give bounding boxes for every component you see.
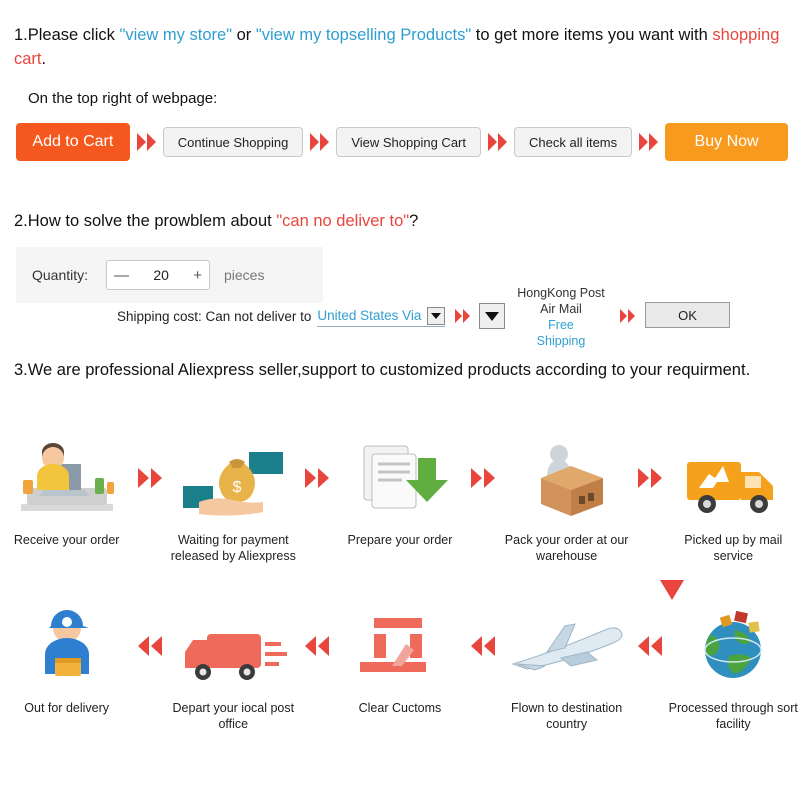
section-1-number: 1. [14, 26, 28, 44]
arrow-right-double [300, 432, 333, 524]
shipping-method-line-1: HongKong Post [517, 286, 605, 300]
chevron-right-icon [138, 468, 149, 488]
section-2-text-a: How to solve the prowblem about [27, 212, 277, 230]
cardboard-box-icon [507, 432, 627, 524]
red-truck-icon [173, 600, 293, 692]
arrow-group-shipping [455, 309, 470, 323]
shipping-method-line-3: Free [548, 318, 574, 332]
section-2-number: 2. [14, 212, 28, 230]
chevron-right-icon [310, 133, 319, 151]
arrow-left-double [300, 600, 333, 692]
chevron-right-icon [488, 133, 497, 151]
quantity-panel [16, 247, 323, 303]
flow-step [500, 600, 633, 733]
chevron-right-icon [318, 468, 329, 488]
arrow-group-3 [488, 133, 507, 151]
chevron-right-icon [471, 468, 482, 488]
arrow-down-icon [660, 580, 684, 600]
shopping-cart-word: shopping cart [14, 26, 780, 68]
add-to-cart-button[interactable]: Add to Cart [16, 123, 130, 161]
chevron-right-icon [620, 309, 627, 323]
arrow-group-4 [639, 133, 658, 151]
chevron-right-icon [638, 468, 649, 488]
chevron-left-icon [484, 636, 495, 656]
desk-computer-icon [7, 432, 127, 524]
airplane-icon [503, 600, 631, 692]
globe-sorting-icon [673, 600, 793, 692]
section-1-text [14, 24, 786, 72]
section-1-quote-a: "view my store" [119, 26, 233, 44]
flow-step-label: Clear Cuctoms [358, 701, 442, 715]
flow-step [667, 432, 800, 565]
flow-step [167, 432, 300, 565]
quantity-value[interactable]: 20 [153, 267, 169, 283]
quantity-unit-label: pieces [224, 267, 265, 283]
buy-now-button[interactable]: Buy Now [665, 123, 788, 161]
chevron-right-icon [305, 468, 316, 488]
shipping-flow-row-1 [0, 432, 800, 565]
checkout-button-flow [16, 122, 788, 162]
chevron-left-icon [638, 636, 649, 656]
chevron-left-icon [651, 636, 662, 656]
shipping-method-line-2: Air Mail [540, 302, 582, 316]
chevron-right-icon [498, 133, 507, 151]
chevron-down-icon[interactable] [427, 307, 445, 325]
arrow-group-2 [310, 133, 329, 151]
chevron-right-icon [463, 309, 470, 323]
section-1-quote-b: "view my topselling Products" [255, 26, 472, 44]
flow-step-label: Pack your order at our warehouse [504, 533, 629, 564]
top-right-hint: On the top right of webpage: [28, 90, 218, 107]
arrow-group-ok [620, 309, 635, 323]
chevron-right-icon [320, 133, 329, 151]
flow-step [0, 432, 133, 548]
arrow-right-double [467, 432, 500, 524]
section-3-body: We are professional Aliexpress seller,support to customized products according to your requirment. [27, 361, 751, 379]
country-select-value: United States Via [317, 308, 422, 323]
shipping-cost-label: Shipping cost: Can not deliver to [117, 308, 312, 324]
quantity-decrease-button[interactable]: — [114, 266, 129, 284]
arrow-left-double [467, 600, 500, 692]
section-1-text-c: to get more items you want with [471, 26, 713, 44]
money-bag-hand-icon [173, 432, 293, 524]
section-2-text-b: ? [409, 212, 419, 230]
customs-scanner-icon [340, 600, 460, 692]
flow-step-label: Receive your order [13, 533, 120, 547]
section-1-text-a: Please click [27, 26, 120, 44]
shipping-method-line-4: Shipping [536, 334, 586, 348]
flow-step [500, 432, 633, 565]
view-shopping-cart-button[interactable]: View Shopping Cart [336, 127, 481, 157]
documents-download-icon [340, 432, 460, 524]
chevron-right-icon [455, 309, 462, 323]
chevron-right-icon [147, 133, 156, 151]
chevron-right-icon [484, 468, 495, 488]
quantity-stepper[interactable] [106, 260, 210, 290]
arrow-group-1 [137, 133, 156, 151]
flow-step-label: Prepare your order [347, 533, 453, 547]
flow-step [167, 600, 300, 733]
chevron-left-icon [305, 636, 316, 656]
section-2-text [14, 212, 786, 231]
flow-step [333, 600, 466, 716]
check-all-items-button[interactable]: Check all items [514, 127, 632, 157]
shipping-flow-row-2 [0, 600, 800, 733]
flow-step [0, 600, 133, 716]
courier-person-icon [7, 600, 127, 692]
chevron-left-icon [471, 636, 482, 656]
flow-step-label: Out for delivery [24, 701, 110, 715]
section-1-text-b: or [232, 26, 256, 44]
flow-step-label: Waiting for payment released by Aliexpress [170, 533, 296, 564]
delivery-truck-icon [673, 432, 793, 524]
ok-button[interactable]: OK [645, 302, 730, 328]
arrow-left-double [133, 600, 166, 692]
section-2-quote: "can no deliver to" [276, 212, 410, 230]
arrow-right-double [633, 432, 666, 524]
chevron-right-icon [651, 468, 662, 488]
shipping-method-info [505, 285, 617, 349]
country-select[interactable] [317, 305, 445, 327]
flow-step [667, 600, 800, 733]
arrow-right-double [133, 432, 166, 524]
chevron-right-icon [639, 133, 648, 151]
flow-step-label: Depart your iocal post office [172, 701, 295, 732]
continue-shopping-button[interactable]: Continue Shopping [163, 127, 304, 157]
flow-step-label: Picked up by mail service [684, 533, 783, 564]
section-1-text-d: . [41, 49, 47, 68]
flow-step-label: Processed through sort facility [668, 701, 798, 732]
chevron-left-icon [138, 636, 149, 656]
flow-step [333, 432, 466, 548]
section-3-number: 3. [14, 361, 28, 379]
arrow-left-double [633, 600, 666, 692]
chevron-left-icon [318, 636, 329, 656]
quantity-increase-button[interactable]: + [193, 266, 202, 284]
shipping-method-dropdown[interactable] [479, 303, 505, 329]
flow-step-label: Flown to destination country [511, 701, 623, 732]
section-3-text [14, 359, 786, 382]
chevron-right-icon [628, 309, 635, 323]
svg-text:$: $ [232, 479, 242, 496]
chevron-right-icon [151, 468, 162, 488]
chevron-right-icon [649, 133, 658, 151]
quantity-label: Quantity: [32, 267, 89, 283]
chevron-left-icon [151, 636, 162, 656]
chevron-right-icon [137, 133, 146, 151]
